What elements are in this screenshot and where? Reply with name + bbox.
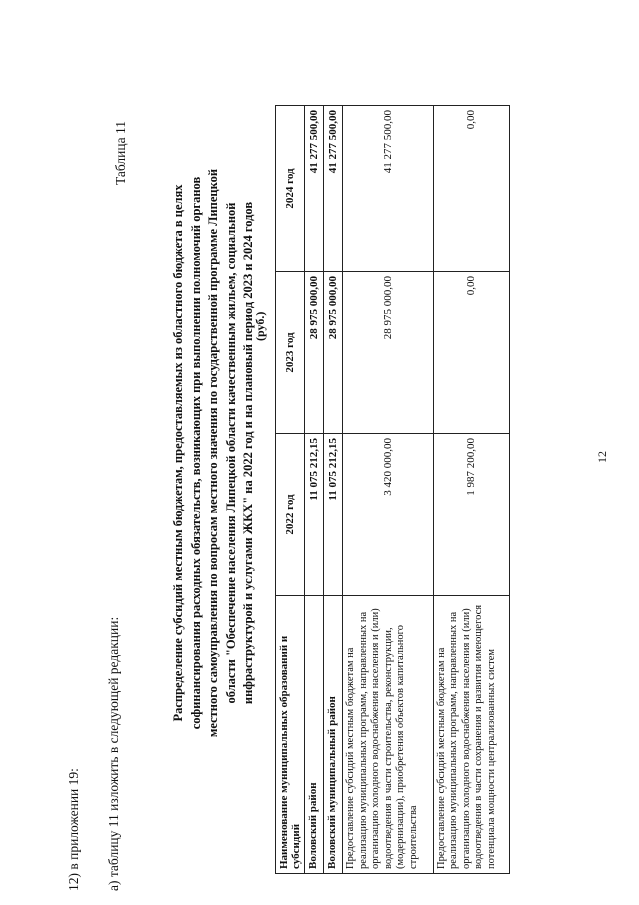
table-title [170, 43, 258, 863]
title-line: софинансирования расходных обязательств, возникающих при выполнении полномочий органов [188, 176, 203, 730]
cell-2023: 28 975 000,00 [305, 272, 324, 434]
table-row [343, 106, 434, 874]
table-row [305, 106, 324, 874]
units-label: (руб.) [253, 311, 267, 341]
header-cell: 2024 год [276, 106, 305, 272]
intro-line-1: 12) в приложении 19: [66, 768, 81, 891]
cell-2024: 41 277 500,00 [343, 106, 434, 272]
subsidy-table [275, 105, 510, 874]
cell-2024: 0,00 [433, 106, 509, 272]
row-name: Предоставление субсидий местным бюджетам на реализацию муниципальных программ, направленных на организацию холодного водоснабжения населения и (или) водоотведения в части сохранения и развития имеющегося потенциала мощности централизованных систем [433, 596, 509, 874]
cell-2022: 3 420 000,00 [343, 434, 434, 596]
table-label: Таблица 11 [113, 121, 128, 185]
page-number: 12 [595, 451, 609, 463]
title-line: области "Обеспечение населения Липецкой области качественным жильем, социальной [223, 202, 238, 704]
title-line: инфраструктурой и услугами ЖКХ" на 2022 год и на плановый период 2023 и 2024 годов [241, 201, 255, 705]
row-name: Воловский район [305, 596, 324, 874]
title-line: Распределение субсидий местным бюджетам, предоставляемых из областного бюджета в целях [171, 184, 185, 722]
cell-2022: 1 987 200,00 [433, 434, 509, 596]
cell-2023: 28 975 000,00 [324, 272, 343, 434]
cell-2024: 41 277 500,00 [305, 106, 324, 272]
header-cell: Наименование муниципальных образований и субсидий [276, 596, 305, 874]
header-cell: 2023 год [276, 272, 305, 434]
row-name: Предоставление субсидий местным бюджетам на реализацию муниципальных программ, направленных на организацию холодного водоснабжения населения и (или) водоотведения в части строительства, реконструкции, (модернизации), приобретения объектов капитального строительства [343, 596, 434, 874]
row-name: Воловский муниципальный район [324, 596, 343, 874]
cell-2024: 41 277 500,00 [324, 106, 343, 272]
title-line: местного самоуправления по вопросам местного значения по государственной программе Липецкой [206, 168, 220, 738]
cell-2022: 11 075 212,15 [305, 434, 324, 596]
cell-2023: 0,00 [433, 272, 509, 434]
cell-2022: 11 075 212,15 [324, 434, 343, 596]
table-row [433, 106, 509, 874]
cell-2023: 28 975 000,00 [343, 272, 434, 434]
table-row [324, 106, 343, 874]
header-cell: 2022 год [276, 434, 305, 596]
intro-line-2: а) таблицу 11 изложить в следующей редакции: [106, 616, 121, 891]
table-header-row [276, 106, 305, 874]
